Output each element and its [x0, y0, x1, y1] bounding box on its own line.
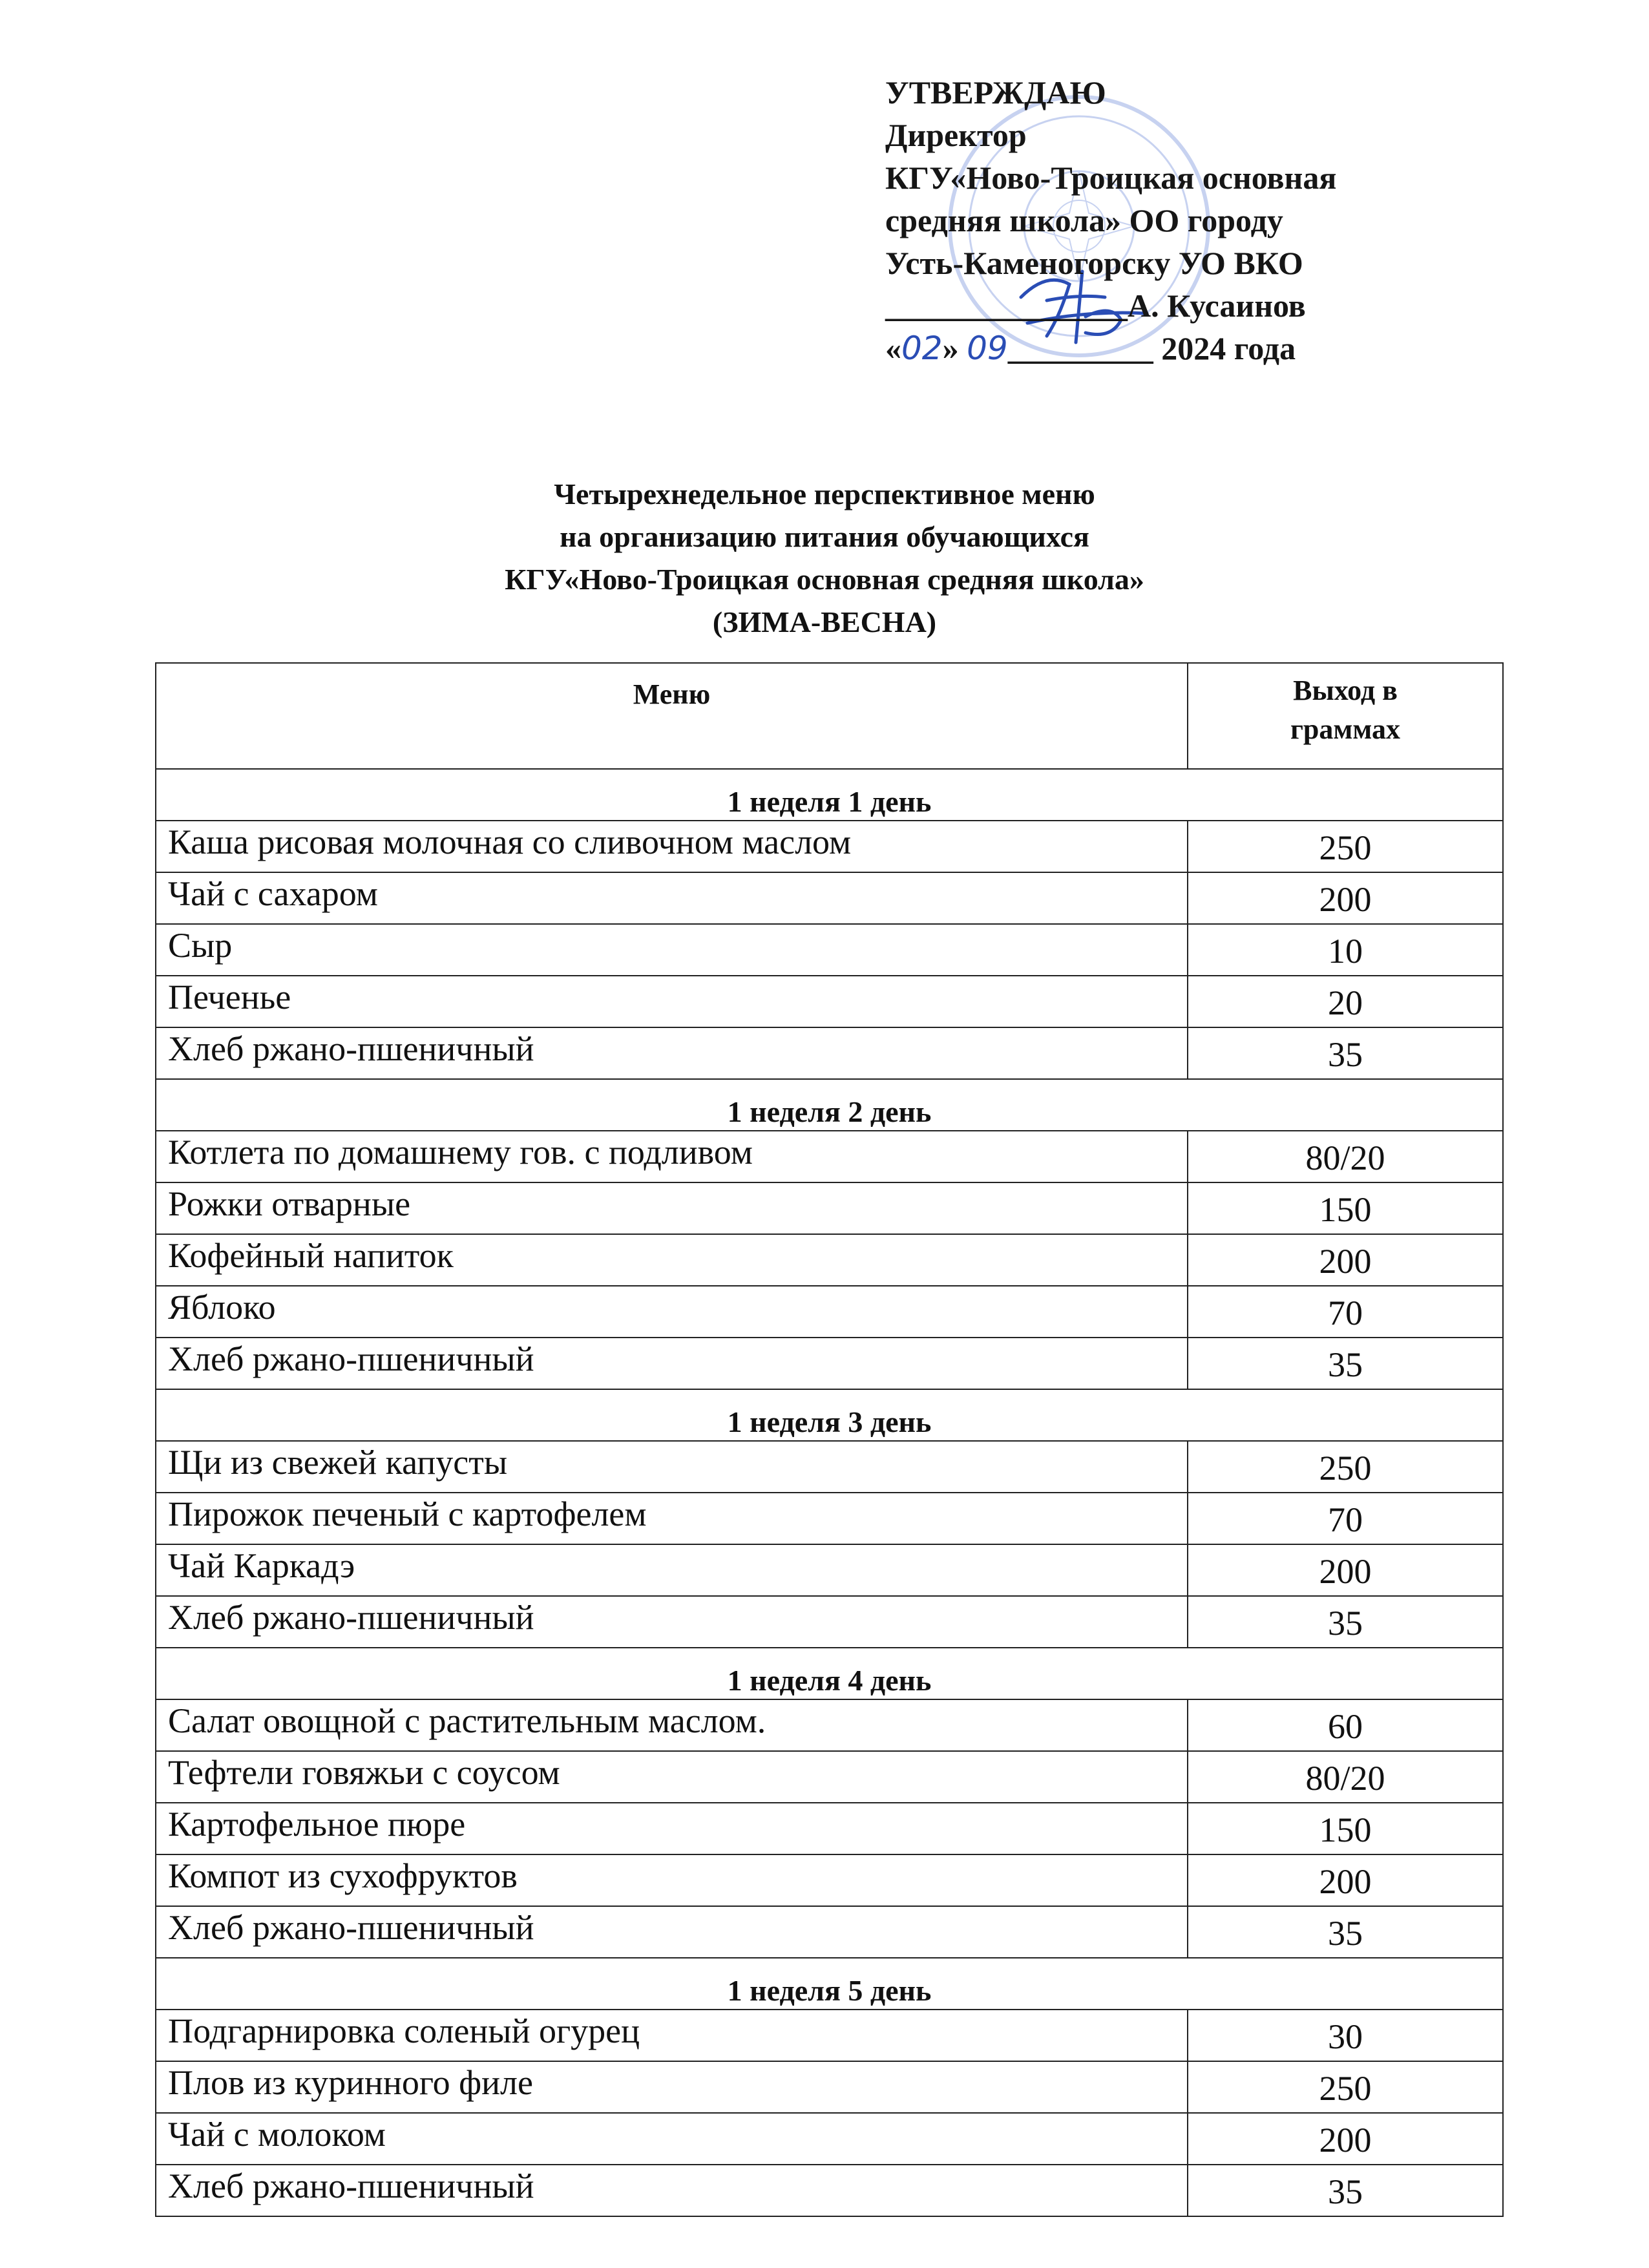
table-row — [156, 1596, 1503, 1648]
table-row — [156, 1182, 1503, 1234]
dish-name: Сыр — [156, 924, 1188, 976]
dish-grams: 35 — [1188, 1906, 1503, 1958]
dish-grams: 10 — [1188, 924, 1503, 976]
day-header-row — [156, 1958, 1503, 2010]
dish-name: Хлеб ржано-пшеничный — [156, 2165, 1188, 2216]
day-header-row — [156, 1389, 1503, 1441]
dish-name: Хлеб ржано-пшеничный — [156, 1596, 1188, 1648]
title-line-1: Четырехнедельное перспективное меню — [554, 478, 1095, 510]
title-line-2: на организацию питания обучающихся — [560, 520, 1089, 553]
approval-date-month: 09 — [967, 330, 1008, 367]
header-output — [1188, 663, 1503, 769]
dish-name: Кофейный напиток — [156, 1234, 1188, 1286]
approval-signature-line: _______________А. Кусаинов — [885, 288, 1306, 324]
table-row — [156, 1131, 1503, 1182]
dish-grams: 250 — [1188, 2061, 1503, 2113]
dish-name: Чай с молоком — [156, 2113, 1188, 2165]
dish-name: Котлета по домашнему гов. с подливом — [156, 1131, 1188, 1182]
dish-name: Чай Каркадэ — [156, 1544, 1188, 1596]
dish-name: Пирожок печеный с картофелем — [156, 1493, 1188, 1544]
dish-grams: 35 — [1188, 1596, 1503, 1648]
dish-grams: 70 — [1188, 1493, 1503, 1544]
dish-grams: 150 — [1188, 1182, 1503, 1234]
dish-grams: 35 — [1188, 1027, 1503, 1079]
table-row — [156, 1027, 1503, 1079]
day-label: 1 неделя 2 день — [156, 1079, 1503, 1131]
table-row — [156, 2010, 1503, 2061]
dish-name: Чай с сахаром — [156, 872, 1188, 924]
table-row — [156, 2113, 1503, 2165]
dish-grams: 70 — [1188, 1286, 1503, 1338]
table-row — [156, 2061, 1503, 2113]
approval-organization-line-1: КГУ«Ново-Троицкая основная — [885, 160, 1337, 196]
table-row — [156, 1803, 1503, 1854]
dish-grams: 200 — [1188, 1234, 1503, 1286]
approval-date-line: «02» 09_________ 2024 года — [885, 330, 1296, 367]
menu-body — [156, 769, 1503, 2216]
dish-name: Плов из куринного филе — [156, 2061, 1188, 2113]
day-header-row — [156, 769, 1503, 821]
dish-grams: 150 — [1188, 1803, 1503, 1854]
day-label: 1 неделя 4 день — [156, 1648, 1503, 1699]
dish-grams: 250 — [1188, 821, 1503, 872]
table-row — [156, 1544, 1503, 1596]
approval-heading: УТВЕРЖДАЮ — [885, 74, 1106, 110]
dish-grams: 20 — [1188, 976, 1503, 1027]
table-row — [156, 924, 1503, 976]
table-row — [156, 1493, 1503, 1544]
dish-name: Салат овощной с растительным маслом. — [156, 1699, 1188, 1751]
dish-grams: 30 — [1188, 2010, 1503, 2061]
approval-block — [885, 71, 1570, 370]
approval-signer: А. Кусаинов — [1128, 288, 1306, 324]
dish-grams: 35 — [1188, 1338, 1503, 1389]
table-row — [156, 872, 1503, 924]
dish-name: Картофельное пюре — [156, 1803, 1188, 1854]
approval-organization-line-2: средняя школа» ОО городу — [885, 202, 1283, 238]
dish-grams: 35 — [1188, 2165, 1503, 2216]
dish-name: Хлеб ржано-пшеничный — [156, 1338, 1188, 1389]
dish-name: Печенье — [156, 976, 1188, 1027]
table-row — [156, 1906, 1503, 1958]
dish-name: Каша рисовая молочная со сливочном маслом — [156, 821, 1188, 872]
dish-name: Яблоко — [156, 1286, 1188, 1338]
day-label: 1 неделя 5 день — [156, 1958, 1503, 2010]
header-output-line-2: граммах — [1290, 713, 1401, 745]
table-row — [156, 1234, 1503, 1286]
title-line-3: КГУ«Ново-Троицкая основная средняя школа» — [505, 563, 1144, 596]
day-label: 1 неделя 1 день — [156, 769, 1503, 821]
table-row — [156, 1854, 1503, 1906]
dish-grams: 80/20 — [1188, 1751, 1503, 1803]
dish-name: Подгарнировка соленый огурец — [156, 2010, 1188, 2061]
header-menu: Меню — [156, 663, 1188, 769]
day-label: 1 неделя 3 день — [156, 1389, 1503, 1441]
dish-grams: 200 — [1188, 872, 1503, 924]
table-row — [156, 1286, 1503, 1338]
dish-name: Хлеб ржано-пшеничный — [156, 1906, 1188, 1958]
dish-name: Рожки отварные — [156, 1182, 1188, 1234]
header-output-line-1: Выход в — [1293, 675, 1398, 706]
approval-organization-line-3: Усть-Каменогорску УО ВКО — [885, 245, 1303, 281]
menu-table — [155, 662, 1504, 2217]
title-line-4: (ЗИМА-ВЕСНА) — [712, 605, 937, 638]
approval-position: Директор — [885, 117, 1027, 153]
table-row — [156, 1751, 1503, 1803]
day-header-row — [156, 1079, 1503, 1131]
table-header-row — [156, 663, 1503, 769]
dish-name: Щи из свежей капусты — [156, 1441, 1188, 1493]
dish-grams: 80/20 — [1188, 1131, 1503, 1182]
approval-date-day: 02 — [901, 330, 943, 367]
table-row — [156, 821, 1503, 872]
dish-name: Тефтели говяжьи с соусом — [156, 1751, 1188, 1803]
dish-grams: 200 — [1188, 1854, 1503, 1906]
dish-grams: 200 — [1188, 2113, 1503, 2165]
dish-grams: 200 — [1188, 1544, 1503, 1596]
dish-name: Хлеб ржано-пшеничный — [156, 1027, 1188, 1079]
table-row — [156, 1441, 1503, 1493]
dish-name: Компот из сухофруктов — [156, 1854, 1188, 1906]
day-header-row — [156, 1648, 1503, 1699]
table-row — [156, 1338, 1503, 1389]
table-row — [156, 976, 1503, 1027]
dish-grams: 250 — [1188, 1441, 1503, 1493]
table-row — [156, 2165, 1503, 2216]
document-title — [0, 473, 1649, 644]
dish-grams: 60 — [1188, 1699, 1503, 1751]
approval-date-year: 2024 года — [1161, 330, 1296, 366]
table-row — [156, 1699, 1503, 1751]
